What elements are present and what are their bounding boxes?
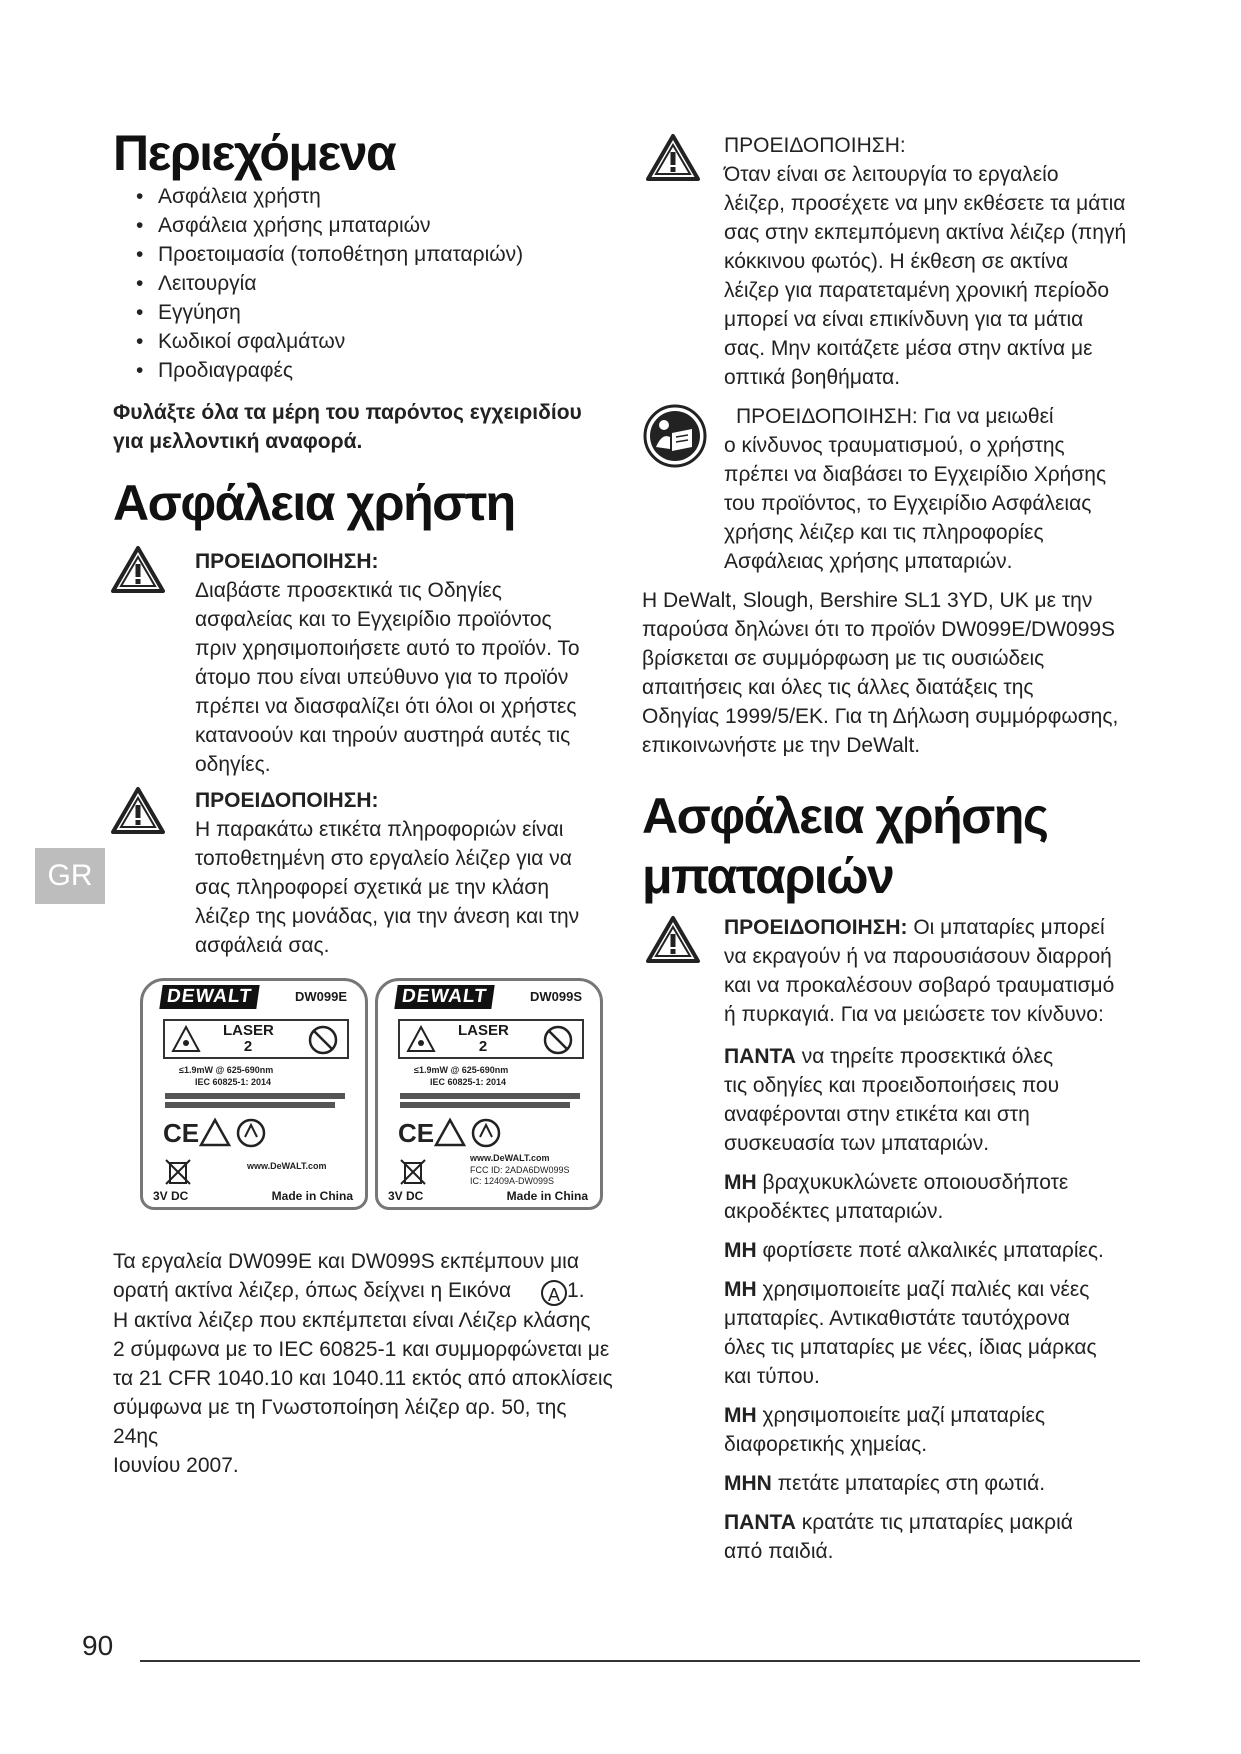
text-line: Ασφάλειας χρήσης μπαταριών. xyxy=(724,550,1013,573)
battery-safety-title xyxy=(642,786,1047,906)
text-line: ορατή ακτίνα λέιζερ, όπως δείχνει η Εικόνα A 1. xyxy=(113,1279,585,1305)
text-line: Η DeWalt, Slough, Bershire SL1 3YD, UK με την xyxy=(642,589,1093,612)
warning-label: ΠΡΟΕΙΔΟΠΟΙΗΣΗ: xyxy=(195,789,379,812)
made-in: Made in China xyxy=(506,1189,588,1203)
text-line: σας. Μην κοιτάζετε μέσα στην ακτίνα με xyxy=(724,337,1093,360)
warning-triangle-icon xyxy=(645,915,701,965)
made-in: Made in China xyxy=(271,1189,353,1203)
laser-class: 2 xyxy=(478,1038,488,1055)
fine-print xyxy=(400,1102,570,1108)
text-line: Διαβάστε προσεκτικά τις Οδηγίες xyxy=(195,579,502,602)
contents-list xyxy=(136,182,576,385)
text-line: ο κίνδυνος τραυματισμού, ο χρήστης xyxy=(724,434,1065,457)
laser-class-box xyxy=(398,1019,584,1059)
fine-print xyxy=(400,1093,580,1099)
battery-rules xyxy=(724,1042,1164,1566)
text-line: Η παρακάτω ετικέτα πληροφοριών είναι xyxy=(195,818,564,841)
contents-title: Περιεχόμενα xyxy=(113,125,396,181)
text-line: τοποθετημένη στο εργαλείο λέιζερ για να xyxy=(195,847,572,870)
rule-item: ΜΗ φορτίσετε ποτέ αλκαλικές μπαταρίες. xyxy=(724,1239,1104,1262)
text-line: ασφάλειά σας. xyxy=(195,934,330,957)
text-line: 2 σύμφωνα με το IEC 60825-1 και συμμορφώνεται με xyxy=(113,1338,610,1361)
laser-text: LASER xyxy=(458,1022,509,1039)
title-line: μπαταριών xyxy=(642,848,894,904)
text-line: Όταν είναι σε λειτουργία το εργαλείο xyxy=(724,163,1059,186)
warning-block-1 xyxy=(195,547,615,779)
no-stare-icon xyxy=(542,1024,574,1056)
ce-rohs-icons xyxy=(163,1115,273,1149)
text-line: άτομο που είναι υπεύθυνο για το προϊόν xyxy=(195,666,569,689)
warning-triangle-icon xyxy=(110,786,166,836)
text-line: λέιζερ για παρατεταμένη χρονική περίοδο xyxy=(724,279,1110,302)
dewalt-logo: DEWALT xyxy=(394,985,494,1009)
text-line: σύμφωνα με τη Γνωστοποίηση λέιζερ αρ. 50, της 24ης xyxy=(113,1396,567,1448)
laser-class-box xyxy=(163,1019,349,1059)
figure-ref-icon: A xyxy=(541,1280,567,1306)
text-line: ΠΡΟΕΙΔΟΠΟΙΗΣΗ: Για να μειωθεί xyxy=(736,405,1054,428)
declaration-paragraph xyxy=(642,586,1162,760)
read-manual-icon xyxy=(642,403,708,469)
text-line: ασφαλείας και το Εγχειρίδιο προϊόντος xyxy=(195,608,552,631)
list-item[interactable]: • Κωδικοί σφαλμάτων xyxy=(136,327,576,356)
text-line: κατανοούν και τηρούν αυστηρά αυτές τις xyxy=(195,724,571,747)
warning-triangle-icon xyxy=(110,545,166,595)
list-item[interactable]: • Προδιαγραφές xyxy=(136,356,576,385)
text-line: Η ακτίνα λέιζερ που εκπέμπεται είναι Λέιζερ κλάσης xyxy=(113,1309,591,1332)
rule-item: ΠΑΝΤΑ κρατάτε τις μπαταρίες μακριά από παιδιά. xyxy=(724,1511,1073,1563)
page-number: 90 xyxy=(82,1630,114,1661)
text-line: ΠΡΟΕΙΔΟΠΟΙΗΣΗ: Οι μπαταρίες μπορεί xyxy=(724,916,1105,939)
laser-class: 2 xyxy=(243,1038,253,1055)
voltage: 3V DC xyxy=(388,1189,424,1203)
list-item[interactable]: • Εγγύηση xyxy=(136,298,576,327)
ic-id: IC: 12409A-DW099S xyxy=(470,1176,555,1186)
title-line: Ασφάλεια χρήσης xyxy=(642,788,1048,844)
text-line: σας στην εκπεμπόμενη ακτίνα λέιζερ (πηγή xyxy=(724,221,1127,244)
text-line: οδηγίες. xyxy=(195,753,271,776)
list-item[interactable]: • Λειτουργία xyxy=(136,269,576,298)
text-line: Τα εργαλεία DW099E και DW099S εκπέμπουν μια xyxy=(113,1250,579,1273)
warning-read-block xyxy=(724,402,1144,576)
laser-label-dw099s xyxy=(375,978,603,1210)
note-line: Φυλάξτε όλα τα μέρη του παρόντος εγχειριδίου xyxy=(113,401,582,424)
text-line: Ιουνίου 2007. xyxy=(113,1454,239,1477)
iec-spec: IEC 60825-1: 2014 xyxy=(195,1077,272,1087)
weee-bin-icon xyxy=(163,1157,193,1187)
footer-rule xyxy=(140,1660,1140,1662)
laser-warning-icon xyxy=(406,1025,436,1053)
text-line: λέιζερ της μονάδας, για την άνεση και την xyxy=(195,905,580,928)
language-tab: GR xyxy=(35,848,105,904)
no-stare-icon xyxy=(307,1024,339,1056)
text-line: ή πυρκαγιά. Για να μειώσετε τον κίνδυνο: xyxy=(724,1003,1104,1026)
laser-text: LASER xyxy=(223,1022,274,1039)
text-line: κόκκινου φωτός). Η έκθεση σε ακτίνα xyxy=(724,250,1069,273)
warning-label: ΠΡΟΕΙΔΟΠΟΙΗΣΗ: xyxy=(724,134,906,157)
user-safety-title: Ασφάλεια χρήστη xyxy=(113,475,515,531)
rule-item: ΜΗ χρησιμοποιείτε μαζί παλιές και νέες μπαταρίες. Αντικαθιστάτε ταυτόχρονα όλες τις μπαταρίες με νέες, ίδιας μάρκας και τύπου. xyxy=(724,1278,1097,1388)
text-line: μπορεί να είναι επικίνδυνη για τα μάτια xyxy=(724,308,1084,331)
text-line: βρίσκεται σε συμμόρφωση με τις ουσιώδεις xyxy=(642,647,1045,670)
text-line: πρέπει να διαβάσει το Εγχειρίδιο Χρήσης xyxy=(724,463,1107,486)
text-line: και να προκαλέσουν σοβαρό τραυματισμό xyxy=(724,974,1115,997)
warning-triangle-icon xyxy=(645,133,701,183)
rule-item: ΠΑΝΤΑ να τηρείτε προσεκτικά όλες τις οδηγίες και προειδοποιήσεις που αναφέρονται στην ετικέτα και στη συσκευασία των μπαταριών. xyxy=(724,1045,1060,1155)
fine-print xyxy=(165,1093,345,1099)
website: www.DeWALT.com xyxy=(247,1161,327,1171)
text-line: παρούσα δηλώνει ότι το προϊόν DW099E/DW099S xyxy=(642,618,1116,641)
svg-text:CE: CE xyxy=(398,1118,435,1148)
warning-block-2 xyxy=(195,786,615,960)
text-line: απαιτήσεις και όλες τις άλλες διατάξεις της xyxy=(642,676,1034,699)
model-number: DW099S xyxy=(529,989,582,1004)
text-line: πριν χρησιμοποιήσετε αυτό το προϊόν. Το xyxy=(195,637,580,660)
iec-spec: IEC 60825-1: 2014 xyxy=(430,1077,507,1087)
battery-warning-block xyxy=(724,913,1164,1029)
laser-label-dw099e xyxy=(140,978,368,1210)
power-spec: ≤1.9mW @ 625-690nm xyxy=(179,1065,274,1075)
text-line: τα 21 CFR 1040.10 και 1040.11 εκτός από αποκλίσεις xyxy=(113,1367,613,1390)
keep-manual-note xyxy=(113,398,593,456)
laser-class-paragraph xyxy=(113,1247,613,1480)
text-line: Οδηγίας 1999/5/ΕΚ. Για τη Δήλωση συμμόρφωσης, xyxy=(642,705,1119,728)
voltage: 3V DC xyxy=(153,1189,189,1203)
list-item[interactable]: • Ασφάλεια χρήστη xyxy=(136,182,576,211)
text-line: του προϊόντος, το Εγχειρίδιο Ασφάλειας xyxy=(724,492,1092,515)
warning-label: ΠΡΟΕΙΔΟΠΟΙΗΣΗ: xyxy=(195,550,379,573)
list-item[interactable]: • Ασφάλεια χρήσης μπαταριών xyxy=(136,211,576,240)
power-spec: ≤1.9mW @ 625-690nm xyxy=(414,1065,509,1075)
svg-text:CE: CE xyxy=(163,1118,200,1148)
ce-rohs-icons xyxy=(398,1115,508,1149)
dewalt-logo: DEWALT xyxy=(159,985,259,1009)
figure-ref-number: 1. xyxy=(567,1279,585,1302)
website: www.DeWALT.com xyxy=(470,1153,550,1163)
fine-print xyxy=(165,1102,335,1108)
fcc-id: FCC ID: 2ADA6DW099S xyxy=(470,1165,570,1175)
list-item[interactable]: • Προετοιμασία (τοποθέτηση μπαταριών) xyxy=(136,240,576,269)
rule-item: ΜΗΝ πετάτε μπαταρίες στη φωτιά. xyxy=(724,1472,1046,1495)
rule-item: ΜΗ βραχυκυκλώνετε οποιουσδήποτε ακροδέκτες μπαταριών. xyxy=(724,1171,1069,1223)
text-line: λέιζερ, προσέχετε να μην εκθέσετε τα μάτια xyxy=(724,192,1126,215)
warning-label: ΠΡΟΕΙΔΟΠΟΙΗΣΗ: xyxy=(724,916,908,939)
weee-bin-icon xyxy=(398,1157,428,1187)
laser-warning-icon xyxy=(171,1025,201,1053)
text-line: σας πληροφορεί σχετικά με την κλάση xyxy=(195,876,550,899)
model-number: DW099E xyxy=(294,989,347,1004)
text-line: πρέπει να διασφαλίζει ότι όλοι οι χρήστες xyxy=(195,695,577,718)
text-line: επικοινωνήστε με την DeWalt. xyxy=(642,734,921,757)
text-line: οπτικά βοηθήματα. xyxy=(724,366,901,389)
text-line: χρήσης λέιζερ και τις πληροφορίες xyxy=(724,521,1044,544)
rule-item: ΜΗ χρησιμοποιείτε μαζί μπαταρίες διαφορετικής χημείας. xyxy=(724,1404,1045,1456)
text-line: να εκραγούν ή να παρουσιάσουν διαρροή xyxy=(724,945,1112,968)
warning-eye-block xyxy=(724,131,1144,392)
note-line: για μελλοντική αναφορά. xyxy=(113,430,363,453)
